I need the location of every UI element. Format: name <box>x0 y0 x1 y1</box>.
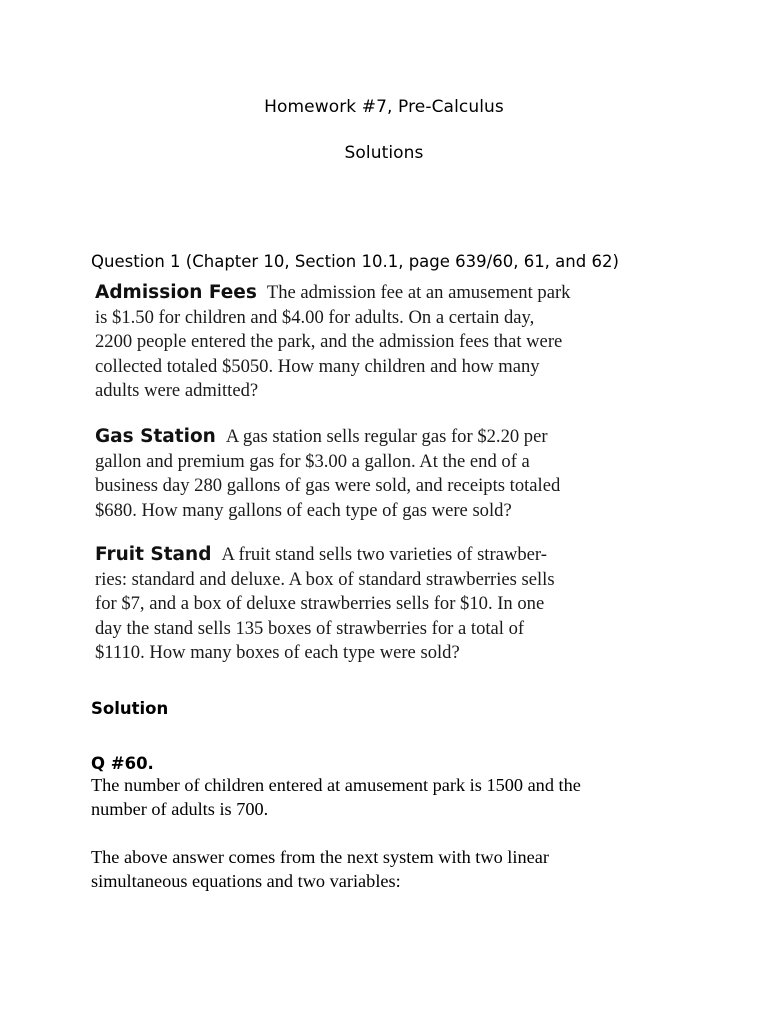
problem-line: $680. How many gallons of each type of gas were sold? <box>95 499 512 521</box>
problem-gas-station <box>95 425 655 523</box>
problem-line: gallon and premium gas for $3.00 a gallon. At the end of a <box>95 450 530 472</box>
problem-line: Fruit Stand A fruit stand sells two varieties of strawber- <box>95 544 547 565</box>
problem-lead: Fruit Stand <box>95 544 212 565</box>
document-subtitle: Solutions <box>344 143 424 163</box>
answer-line: The number of children entered at amusement park is 1500 and the <box>91 775 581 795</box>
problem-line: day the stand sells 135 boxes of strawberries for a total of <box>95 617 525 639</box>
problem-line: collected totaled $5050. How many children and how many <box>95 355 540 377</box>
problem-lead: Admission Fees <box>95 282 257 303</box>
problem-line: Admission Fees The admission fee at an amusement park <box>95 282 571 303</box>
problem-admission-fees <box>95 281 655 404</box>
problem-line: is $1.50 for children and $4.00 for adults. On a certain day, <box>95 306 535 328</box>
problem-line: ries: standard and deluxe. A box of standard strawberries sells <box>95 568 555 590</box>
problem-line: for $7, and a box of deluxe strawberries sells for $10. In one <box>95 593 545 614</box>
problem-line: Gas Station A gas station sells regular gas for $2.20 per <box>95 426 548 447</box>
explanation-line: The above answer comes from the next system with two linear <box>91 847 549 867</box>
problem-line: adults were admitted? <box>95 380 259 401</box>
answer-paragraph <box>91 773 581 821</box>
question-number-label: Q #60. <box>91 754 154 773</box>
problem-line: business day 280 gallons of gas were sold, and receipts totaled <box>95 475 561 496</box>
problem-fruit-stand <box>95 543 655 666</box>
problem-lead: Gas Station <box>95 426 216 447</box>
problem-line: 2200 people entered the park, and the admission fees that were <box>95 331 563 352</box>
explanation-line: simultaneous equations and two variables: <box>91 871 401 891</box>
document-title: Homework #7, Pre-Calculus <box>264 97 504 117</box>
solution-heading: Solution <box>91 699 169 718</box>
answer-line: number of adults is 700. <box>91 799 269 819</box>
explanation-paragraph <box>91 845 549 893</box>
question-heading: Question 1 (Chapter 10, Section 10.1, page 639/60, 61, and 62) <box>91 252 619 271</box>
problem-line: $1110. How many boxes of each type were sold? <box>95 642 460 663</box>
